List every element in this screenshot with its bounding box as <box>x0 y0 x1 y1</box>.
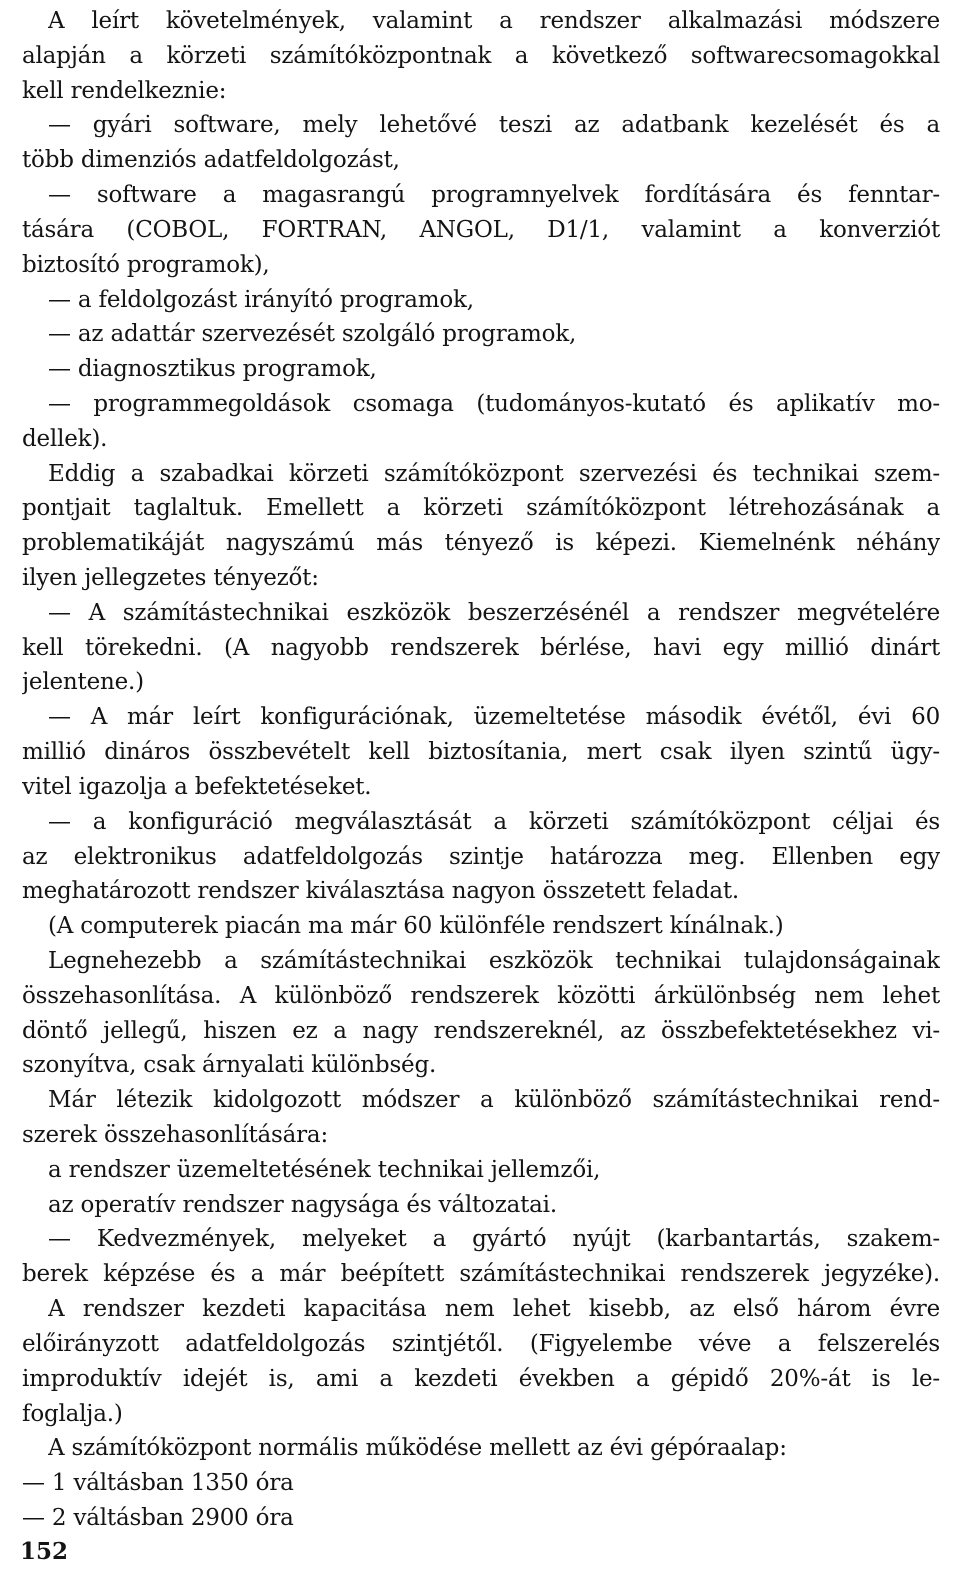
text-line: — software a magasrangú programnyelvek fordítására és fenntar- <box>48 182 940 208</box>
text-line: — A már leírt konfigurációnak, üzemeltetése második évétől, évi 60 <box>48 704 940 730</box>
text-line: — 2 váltásban 2900 óra <box>22 1505 294 1531</box>
text-line: berek képzése és a már beépített számítástechnikai rendszerek jegyzéke). <box>22 1261 940 1287</box>
text-line: — az adattár szervezését szolgáló programok, <box>48 321 577 347</box>
text-line: előirányzott adatfeldolgozás szintjétől. (Figyelembe véve a felszerelés <box>22 1331 940 1357</box>
text-line: Már létezik kidolgozott módszer a különböző számítástechnikai rend- <box>48 1087 940 1113</box>
text-line: pontjait taglaltuk. Emellett a körzeti számítóközpont létrehozásának a <box>22 495 940 521</box>
text-line: Legnehezebb a számítástechnikai eszközök technikai tulajdonságainak <box>48 948 940 974</box>
text-line: meghatározott rendszer kiválasztása nagyon összetett feladat. <box>22 878 740 904</box>
text-line: jelentene.) <box>22 669 144 695</box>
text-line: tására (COBOL, FORTRAN, ANGOL, D1/1, valamint a konverziót <box>22 217 940 243</box>
text-line: biztosító programok), <box>22 252 270 278</box>
text-line: foglalja.) <box>22 1401 123 1427</box>
text-line: összehasonlítása. A különböző rendszerek közötti árkülönbség nem lehet <box>22 983 940 1009</box>
text-line: az operatív rendszer nagysága és változatai. <box>48 1192 557 1218</box>
page-number: 152 <box>20 1538 69 1565</box>
text-line: több dimenziós adatfeldolgozást, <box>22 147 400 173</box>
text-line: kell törekedni. (A nagyobb rendszerek bérlése, havi egy millió dinárt <box>22 635 940 661</box>
text-line: A rendszer kezdeti kapacitása nem lehet kisebb, az első három évre <box>48 1296 940 1322</box>
text-line: — A számítástechnikai eszközök beszerzésénél a rendszer megvételére <box>48 600 940 626</box>
text-line: az elektronikus adatfeldolgozás szintje határozza meg. Ellenben egy <box>22 844 940 870</box>
text-line: döntő jellegű, hiszen ez a nagy rendszereknél, az összbefektetésekhez vi- <box>22 1018 940 1044</box>
text-line: (A computerek piacán ma már 60 különféle rendszert kínálnak.) <box>48 913 784 939</box>
text-line: — gyári software, mely lehetővé teszi az adatbank kezelését és a <box>48 112 940 138</box>
text-line: problematikáját nagyszámú más tényező is képezi. Kiemelnénk néhány <box>22 530 940 556</box>
text-line: millió dináros összbevételt kell biztosítania, mert csak ilyen szintű ügy- <box>22 739 940 765</box>
text-line: vitel igazolja a befektetéseket. <box>22 774 372 800</box>
text-line: kell rendelkeznie: <box>22 78 227 104</box>
text-line: A leírt követelmények, valamint a rendszer alkalmazási módszere <box>48 8 940 34</box>
text-line: A számítóközpont normális működése mellett az évi gépóraalap: <box>48 1435 787 1461</box>
text-line: dellek). <box>22 426 108 452</box>
text-line: — a feldolgozást irányító programok, <box>48 287 474 313</box>
text-line: szerek összehasonlítására: <box>22 1122 328 1148</box>
text-line: improduktív idejét is, ami a kezdeti években a gépidő 20%-át is le- <box>22 1366 940 1392</box>
text-line: a rendszer üzemeltetésének technikai jellemzői, <box>48 1157 601 1183</box>
text-line: Eddig a szabadkai körzeti számítóközpont szervezési és technikai szem- <box>48 461 940 487</box>
text-line: — a konfiguráció megválasztását a körzeti számítóközpont céljai és <box>48 809 940 835</box>
text-line: — Kedvezmények, melyeket a gyártó nyújt (karbantartás, szakem- <box>48 1226 940 1252</box>
text-line: — 1 váltásban 1350 óra <box>22 1470 294 1496</box>
text-line: ilyen jellegzetes tényezőt: <box>22 565 319 591</box>
text-line: — programmegoldások csomaga (tudományos-kutató és aplikatív mo- <box>48 391 940 417</box>
text-line: szonyítva, csak árnyalati különbség. <box>22 1052 437 1078</box>
text-line: alapján a körzeti számítóközpontnak a következő softwarecsomagokkal <box>22 43 940 69</box>
text-line: — diagnosztikus programok, <box>48 356 377 382</box>
